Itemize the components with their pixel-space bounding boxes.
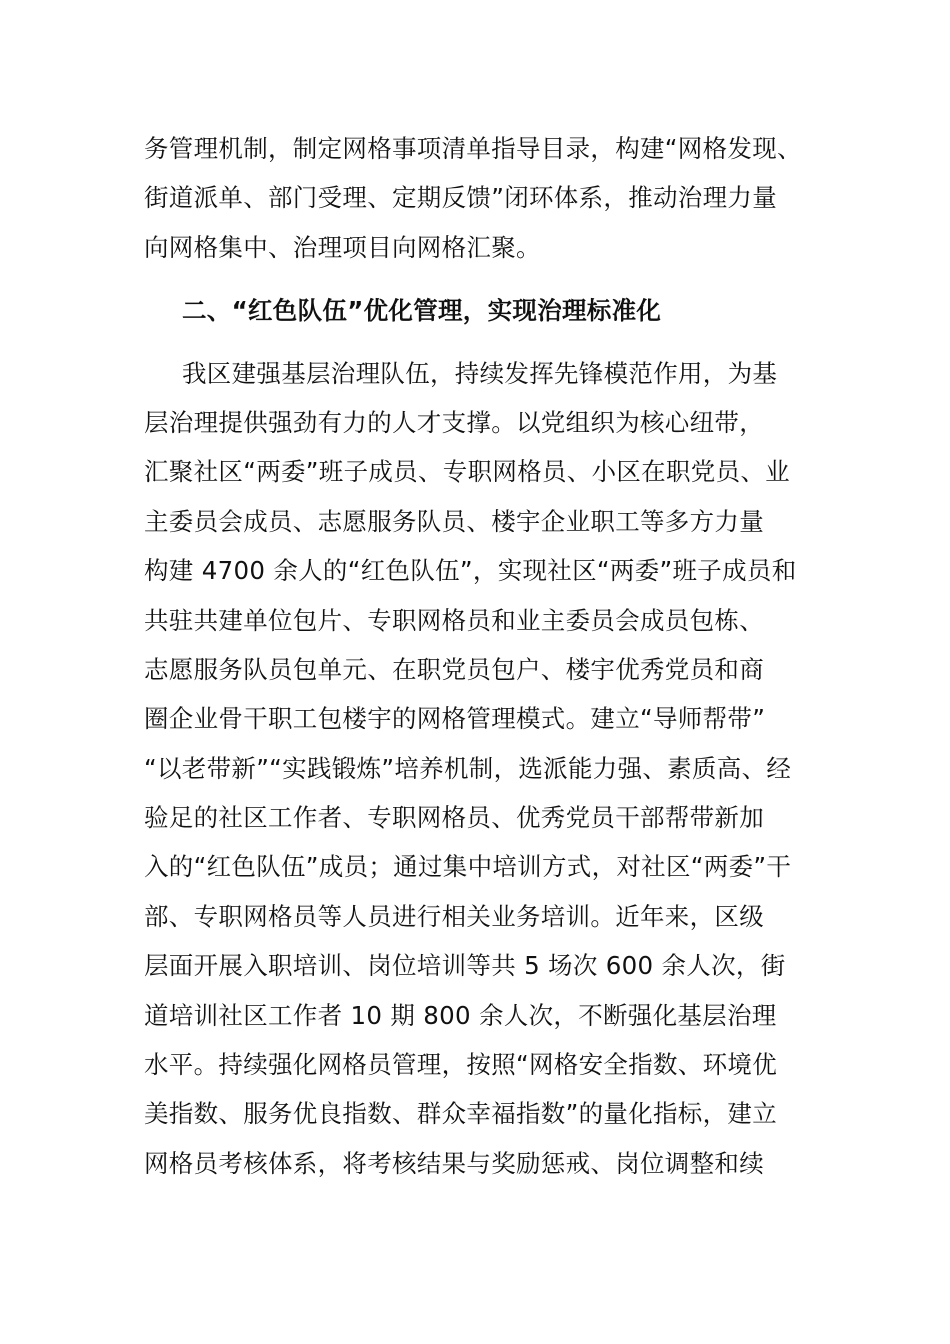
paragraph-continued: [144, 124, 824, 272]
text-line: 我区建强基层治理队伍，持续发挥先锋模范作用，为基: [182, 358, 778, 388]
document-body: [144, 124, 824, 1188]
text-line: 道培训社区工作者 10 期 800 余人次，不断强化基层治理: [144, 1000, 777, 1030]
text-line: 验足的社区工作者、专职网格员、优秀党员干部帮带新加: [144, 803, 764, 833]
text-line: 主委员会成员、志愿服务队员、楼宇企业职工等多方力量: [144, 506, 764, 536]
text-line: 水平。持续强化网格员管理，按照“网格安全指数、环境优: [144, 1050, 777, 1080]
text-line: 街道派单、部门受理、定期反馈”闭环体系，推动治理力量: [144, 183, 777, 213]
text-line: 网格员考核体系，将考核结果与奖励惩戒、岗位调整和续: [144, 1148, 764, 1178]
text-line: 入的“红色队伍”成员；通过集中培训方式，对社区“两委”干: [144, 852, 792, 882]
text-line: 共驻共建单位包片、专职网格员和业主委员会成员包栋、: [144, 605, 764, 635]
text-line: 构建 4700 余人的“红色队伍”，实现社区“两委”班子成员和: [144, 556, 797, 586]
paragraph-red-team: [144, 349, 824, 1189]
text-line: 圈企业骨干职工包楼宇的网格管理模式。建立“导师帮带”: [144, 704, 766, 734]
text-line: 美指数、服务优良指数、群众幸福指数”的量化指标，建立: [144, 1099, 777, 1129]
text-line: 层治理提供强劲有力的人才支撑。以党组织为核心纽带，: [144, 407, 764, 437]
text-line: 志愿服务队员包单元、在职党员包户、楼宇优秀党员和商: [144, 654, 764, 684]
text-line: 层面开展入职培训、岗位培训等共 5 场次 600 余人次，街: [144, 951, 786, 981]
text-line: 务管理机制，制定网格事项清单指导目录，构建“网格发现、: [144, 134, 802, 163]
section-heading: 二、“红色队伍”优化管理，实现治理标准化: [182, 296, 662, 326]
text-line: “以老带新”“实践锻炼”培养机制，选派能力强、素质高、经: [144, 753, 792, 783]
text-line: 汇聚社区“两委”班子成员、专职网格员、小区在职党员、业: [144, 457, 790, 487]
text-line: 部、专职网格员等人员进行相关业务培训。近年来，区级: [144, 901, 764, 931]
text-line: 向网格集中、治理项目向网格汇聚。: [144, 232, 541, 262]
